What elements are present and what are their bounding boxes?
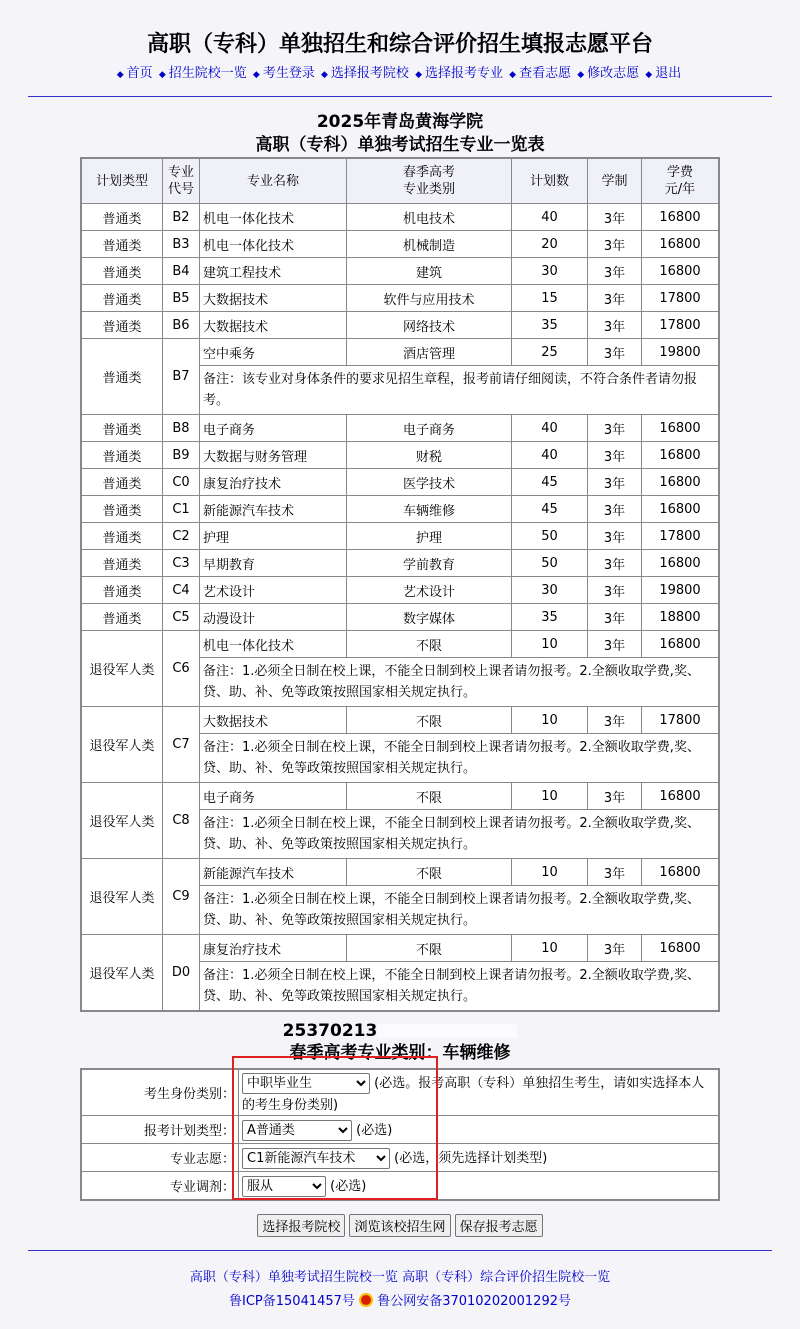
- diamond-icon: ◆: [509, 70, 517, 80]
- table-row: [82, 935, 718, 961]
- cell-category: 机电技术: [347, 204, 511, 230]
- cell-plan-count: 30: [512, 258, 587, 284]
- highlight-box: [232, 1056, 438, 1200]
- cell-code: C8: [163, 783, 199, 858]
- cell-fee: 16800: [642, 496, 718, 522]
- major-hint: (必选，须先选择计划类型): [394, 1150, 548, 1166]
- footer-links: [0, 1266, 800, 1290]
- cell-category: 不限: [347, 631, 511, 657]
- cell-plan-count: 40: [512, 442, 587, 468]
- nav-select-school[interactable]: 选择报考院校: [330, 66, 409, 81]
- cell-fee: 16800: [642, 415, 718, 441]
- cell-fee: 17800: [642, 285, 718, 311]
- cell-plan-type: 退役军人类: [82, 935, 162, 1010]
- col-fee-line2: 元/年: [664, 182, 696, 197]
- cell-note: 备注：1.必须全日制在校上课，不能全日制到校上课者请勿报考。2.全额收取学费,奖、贷、助、补、免等政策按照国家相关规定执行。: [200, 658, 718, 706]
- cell-plan-count: 45: [512, 469, 587, 495]
- cell-plan-type: 普通类: [82, 258, 162, 284]
- cell-duration: 3年: [588, 469, 641, 495]
- cell-category: 建筑: [347, 258, 511, 284]
- diamond-icon: ◆: [252, 70, 260, 80]
- cell-major-name: 护理: [200, 523, 346, 549]
- cell-code: C3: [163, 550, 199, 576]
- cell-code: B3: [163, 231, 199, 257]
- cell-duration: 3年: [588, 415, 641, 441]
- table-row: [82, 469, 718, 495]
- table-row: [82, 339, 718, 365]
- cell-plan-count: 35: [512, 604, 587, 630]
- major-label: 专业志愿：: [82, 1144, 238, 1171]
- cell-category: 不限: [347, 859, 511, 885]
- cell-plan-type: 普通类: [82, 204, 162, 230]
- nav-edit-choices[interactable]: 修改志愿: [587, 66, 640, 81]
- cell-plan-count: 50: [512, 550, 587, 576]
- cell-fee: 16800: [642, 859, 718, 885]
- cell-code: C2: [163, 523, 199, 549]
- cell-plan-count: 40: [512, 415, 587, 441]
- page-footer: [0, 1266, 800, 1314]
- table-row: [82, 577, 718, 603]
- diamond-icon: ◆: [645, 70, 653, 80]
- cell-plan-count: 10: [512, 859, 587, 885]
- cell-category: 不限: [347, 707, 511, 733]
- cell-plan-type: 普通类: [82, 312, 162, 338]
- identity-label: 考生身份类别：: [82, 1070, 238, 1115]
- cell-duration: 3年: [588, 442, 641, 468]
- cell-plan-count: 25: [512, 339, 587, 365]
- cell-code: C9: [163, 859, 199, 934]
- cell-plan-type: 退役军人类: [82, 631, 162, 706]
- diamond-icon: ◆: [320, 70, 328, 80]
- cell-plan-count: 10: [512, 631, 587, 657]
- nav-school-list[interactable]: 招生院校一览: [168, 66, 247, 81]
- cell-code: C4: [163, 577, 199, 603]
- cell-code: C5: [163, 604, 199, 630]
- select-school-button[interactable]: 选择报考院校: [257, 1214, 345, 1237]
- footer-records: [0, 1290, 800, 1314]
- police-badge-icon: [359, 1293, 373, 1307]
- cell-category: 机械制造: [347, 231, 511, 257]
- cell-code: B5: [163, 285, 199, 311]
- cell-duration: 3年: [588, 783, 641, 809]
- cell-plan-type: 普通类: [82, 442, 162, 468]
- cell-duration: 3年: [588, 523, 641, 549]
- cell-duration: 3年: [588, 935, 641, 961]
- diamond-icon: ◆: [577, 70, 585, 80]
- cell-plan-count: 35: [512, 312, 587, 338]
- cell-major-name: 电子商务: [200, 415, 346, 441]
- cell-major-name: 大数据与财务管理: [200, 442, 346, 468]
- divider: [28, 1250, 772, 1251]
- cell-fee: 17800: [642, 523, 718, 549]
- cell-fee: 16800: [642, 258, 718, 284]
- nav-view-choices[interactable]: 查看志愿: [519, 66, 572, 81]
- cell-major-name: 艺术设计: [200, 577, 346, 603]
- cell-category: 软件与应用技术: [347, 285, 511, 311]
- cell-major-name: 机电一体化技术: [200, 631, 346, 657]
- cell-code: D0: [163, 935, 199, 1010]
- cell-fee: 16800: [642, 204, 718, 230]
- cell-plan-type: 普通类: [82, 550, 162, 576]
- table-row: [82, 859, 718, 885]
- cell-fee: 16800: [642, 631, 718, 657]
- majors-table-body: [82, 204, 718, 1010]
- cell-major-name: 康复治疗技术: [200, 469, 346, 495]
- cell-fee: 16800: [642, 469, 718, 495]
- cell-duration: 3年: [588, 339, 641, 365]
- col-major-name: 专业名称: [200, 159, 346, 203]
- cell-code: B2: [163, 204, 199, 230]
- adjust-label: 专业调剂：: [82, 1172, 238, 1199]
- page-header: [0, 0, 800, 84]
- cell-plan-count: 10: [512, 783, 587, 809]
- cell-note: 备注：该专业对身体条件的要求见招生章程，报考前请仔细阅读，不符合条件者请勿报考。: [200, 366, 718, 414]
- nav-select-major[interactable]: 选择报考专业: [424, 66, 503, 81]
- student-id: 25370213: [282, 1021, 378, 1041]
- cell-category: 护理: [347, 523, 511, 549]
- table-row: [82, 550, 718, 576]
- col-plan-count: 计划数: [512, 159, 587, 203]
- cell-duration: 3年: [588, 285, 641, 311]
- cell-major-name: 机电一体化技术: [200, 204, 346, 230]
- col-code-line1: 专业: [167, 165, 194, 180]
- table-row: [82, 783, 718, 809]
- cell-category: 电子商务: [347, 415, 511, 441]
- cell-major-name: 新能源汽车技术: [200, 859, 346, 885]
- cell-plan-count: 15: [512, 285, 587, 311]
- table-header-row: [82, 159, 718, 203]
- cell-plan-type: 普通类: [82, 577, 162, 603]
- cell-code: B6: [163, 312, 199, 338]
- top-nav: [0, 65, 800, 84]
- cell-duration: 3年: [588, 312, 641, 338]
- table-row: [82, 707, 718, 733]
- cell-plan-type: 普通类: [82, 469, 162, 495]
- cell-major-name: 空中乘务: [200, 339, 346, 365]
- cell-duration: 3年: [588, 859, 641, 885]
- cell-note: 备注：1.必须全日制在校上课，不能全日制到校上课者请勿报考。2.全额收取学费,奖、贷、助、补、免等政策按照国家相关规定执行。: [200, 810, 718, 858]
- plan-type-hint: (必选): [356, 1122, 393, 1138]
- cell-plan-type: 普通类: [82, 339, 162, 414]
- cell-code: C1: [163, 496, 199, 522]
- cell-category: 车辆维修: [347, 496, 511, 522]
- cell-note: 备注：1.必须全日制在校上课，不能全日制到校上课者请勿报考。2.全额收取学费,奖、贷、助、补、免等政策按照国家相关规定执行。: [200, 886, 718, 934]
- cell-major-name: 大数据技术: [200, 312, 346, 338]
- cell-plan-count: 10: [512, 707, 587, 733]
- cell-note: 备注：1.必须全日制在校上课，不能全日制到校上课者请勿报考。2.全额收取学费,奖、贷、助、补、免等政策按照国家相关规定执行。: [200, 734, 718, 782]
- cell-category: 财税: [347, 442, 511, 468]
- cell-code: C0: [163, 469, 199, 495]
- col-duration: 学制: [588, 159, 641, 203]
- footer-link-single-exam[interactable]: 高职（专科）单独考试招生院校一览: [189, 1270, 398, 1285]
- adjust-hint: (必选): [330, 1178, 367, 1194]
- table-row: [82, 604, 718, 630]
- cell-code: C6: [163, 631, 199, 706]
- table-row: [82, 285, 718, 311]
- cell-plan-count: 30: [512, 577, 587, 603]
- table-row: [82, 231, 718, 257]
- table-row: [82, 442, 718, 468]
- nav-login[interactable]: 考生登录: [262, 66, 315, 81]
- cell-major-name: 建筑工程技术: [200, 258, 346, 284]
- cell-duration: 3年: [588, 604, 641, 630]
- cell-plan-type: 退役军人类: [82, 859, 162, 934]
- cell-fee: 18800: [642, 604, 718, 630]
- cell-code: B9: [163, 442, 199, 468]
- cell-note: 备注：1.必须全日制在校上课，不能全日制到校上课者请勿报考。2.全额收取学费,奖、贷、助、补、免等政策按照国家相关规定执行。: [200, 962, 718, 1010]
- col-fee: [642, 159, 718, 203]
- table-row: [82, 523, 718, 549]
- plan-type-label: 报考计划类型：: [82, 1116, 238, 1143]
- cell-duration: 3年: [588, 231, 641, 257]
- identity-hint: (必选。报考高职（专科）单独招生考生，请如实选择本人的考生身份类别): [242, 1076, 705, 1113]
- cell-fee: 19800: [642, 577, 718, 603]
- cell-plan-count: 45: [512, 496, 587, 522]
- action-buttons: [0, 1214, 800, 1237]
- cell-plan-type: 普通类: [82, 496, 162, 522]
- cell-plan-count: 50: [512, 523, 587, 549]
- student-id-line: [80, 1020, 720, 1042]
- col-code-line2: 代号: [167, 182, 194, 197]
- cell-plan-type: 普通类: [82, 231, 162, 257]
- cell-fee: 16800: [642, 231, 718, 257]
- table-row: [82, 631, 718, 657]
- cell-code: B4: [163, 258, 199, 284]
- police-record-link[interactable]: 鲁公网安备37010202001292号: [377, 1294, 571, 1309]
- cell-duration: 3年: [588, 258, 641, 284]
- col-category-line1: 春季高考: [402, 165, 455, 180]
- col-fee-line1: 学费: [666, 165, 693, 180]
- cell-plan-count: 20: [512, 231, 587, 257]
- cell-code: B7: [163, 339, 199, 414]
- cell-major-name: 大数据技术: [200, 707, 346, 733]
- cell-duration: 3年: [588, 550, 641, 576]
- site-title: 高职（专科）单独招生和综合评价招生填报志愿平台: [146, 32, 653, 57]
- cell-category: 不限: [347, 783, 511, 809]
- cell-duration: 3年: [588, 707, 641, 733]
- cell-code: C7: [163, 707, 199, 782]
- col-category: [347, 159, 511, 203]
- cell-category: 不限: [347, 935, 511, 961]
- cell-plan-count: 40: [512, 204, 587, 230]
- student-category: 春季高考专业类别：车辆维修: [289, 1043, 511, 1063]
- majors-table: [80, 157, 720, 1012]
- cell-major-name: 新能源汽车技术: [200, 496, 346, 522]
- table-row: [82, 258, 718, 284]
- cell-plan-count: 10: [512, 935, 587, 961]
- cell-duration: 3年: [588, 577, 641, 603]
- cell-major-name: 电子商务: [200, 783, 346, 809]
- cell-code: B8: [163, 415, 199, 441]
- cell-major-name: 动漫设计: [200, 604, 346, 630]
- table-row: [82, 415, 718, 441]
- cell-major-name: 机电一体化技术: [200, 231, 346, 257]
- table-row: [82, 312, 718, 338]
- save-choices-button[interactable]: 保存报考志愿: [455, 1214, 543, 1237]
- cell-plan-type: 普通类: [82, 523, 162, 549]
- cell-category: 艺术设计: [347, 577, 511, 603]
- list-title: 高职（专科）单独考试招生专业一览表: [255, 135, 545, 155]
- cell-fee: 16800: [642, 550, 718, 576]
- cell-duration: 3年: [588, 631, 641, 657]
- cell-major-name: 大数据技术: [200, 285, 346, 311]
- cell-category: 酒店管理: [347, 339, 511, 365]
- cell-fee: 19800: [642, 339, 718, 365]
- diamond-icon: ◆: [116, 70, 124, 80]
- diamond-icon: ◆: [158, 70, 166, 80]
- cell-major-name: 康复治疗技术: [200, 935, 346, 961]
- cell-plan-type: 普通类: [82, 285, 162, 311]
- cell-category: 医学技术: [347, 469, 511, 495]
- cell-plan-type: 普通类: [82, 415, 162, 441]
- col-plan-type: 计划类型: [82, 159, 162, 203]
- col-category-line2: 专业类别: [402, 182, 455, 197]
- diamond-icon: ◆: [415, 70, 422, 80]
- table-row: [82, 204, 718, 230]
- nav-logout[interactable]: 退出: [655, 66, 682, 81]
- nav-home[interactable]: 首页: [126, 66, 153, 81]
- footer-link-comprehensive[interactable]: 高职（专科）综合评价招生院校一览: [402, 1270, 611, 1285]
- cell-major-name: 早期教育: [200, 550, 346, 576]
- divider: [28, 96, 772, 97]
- table-row: [82, 496, 718, 522]
- cell-category: 网络技术: [347, 312, 511, 338]
- cell-fee: 16800: [642, 442, 718, 468]
- cell-plan-type: 普通类: [82, 604, 162, 630]
- cell-category: 数字媒体: [347, 604, 511, 630]
- cell-duration: 3年: [588, 204, 641, 230]
- cell-fee: 16800: [642, 935, 718, 961]
- cell-fee: 17800: [642, 312, 718, 338]
- redaction-mask: [377, 1024, 517, 1038]
- browse-school-site-button[interactable]: 浏览该校招生网: [349, 1214, 450, 1237]
- cell-fee: 16800: [642, 783, 718, 809]
- cell-plan-type: 退役军人类: [82, 783, 162, 858]
- school-name: 2025年青岛黄海学院: [316, 112, 484, 132]
- cell-duration: 3年: [588, 496, 641, 522]
- cell-plan-type: 退役军人类: [82, 707, 162, 782]
- icp-record-link[interactable]: 鲁ICP备15041457号: [229, 1294, 355, 1309]
- col-code: [163, 159, 199, 203]
- cell-category: 学前教育: [347, 550, 511, 576]
- cell-fee: 17800: [642, 707, 718, 733]
